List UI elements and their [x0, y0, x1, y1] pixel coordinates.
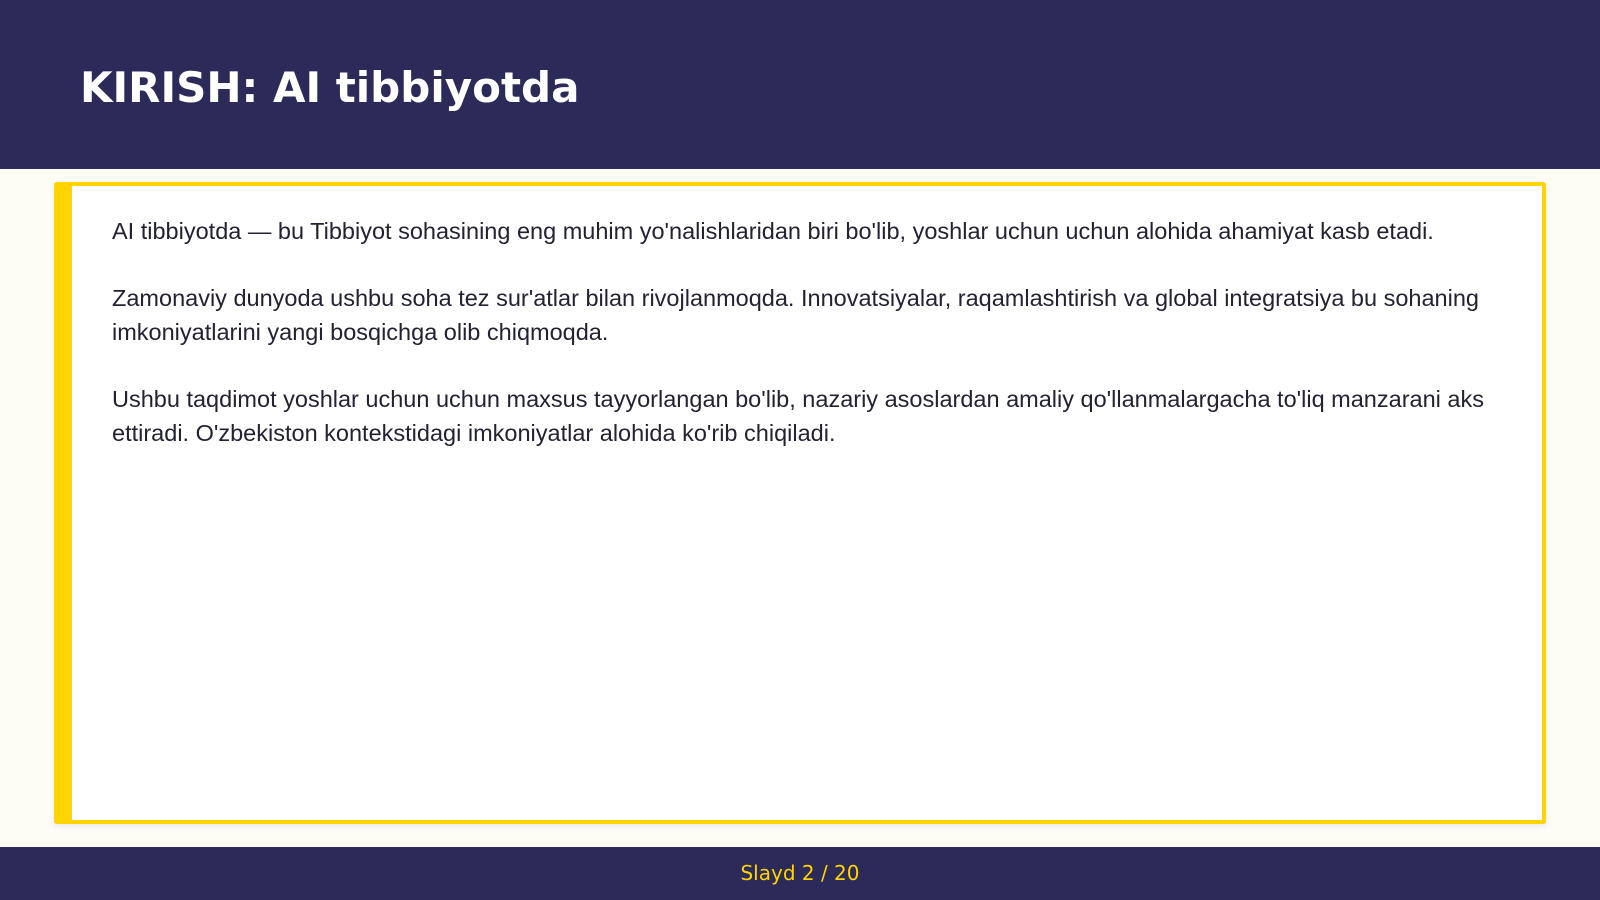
slide-title: KIRISH: AI tibbiyotda: [80, 63, 580, 112]
slide-counter: Slayd 2 / 20: [740, 861, 860, 885]
slide-header: [0, 0, 1600, 169]
slide-footer: [0, 847, 1600, 900]
paragraph-modern-world: Zamonaviy dunyoda ushbu soha tez sur'atlar bilan rivojlanmoqda. Innovatsiyalar, raqamlashtirish va global integratsiya bu sohaning imkoniyatlarini yangi bosqichga olib chiqmoqda.: [112, 285, 1479, 345]
paragraph-intro: AI tibbiyotda — bu Tibbiyot sohasining eng muhim yo'nalishlaridan biri bo'lib, yoshlar uchun uchun alohida ahamiyat kasb etadi.: [112, 218, 1434, 244]
paragraph-presentation-scope: Ushbu taqdimot yoshlar uchun uchun maxsus tayyorlangan bo'lib, nazariy asoslardan amaliy qo'llanmalargacha to'liq manzarani aks ettiradi. O'zbekiston kontekstidagi imkoniyatlar alohida ko'rib chiqiladi.: [112, 386, 1484, 446]
content-body: [112, 214, 1512, 483]
content-card: [54, 182, 1546, 824]
